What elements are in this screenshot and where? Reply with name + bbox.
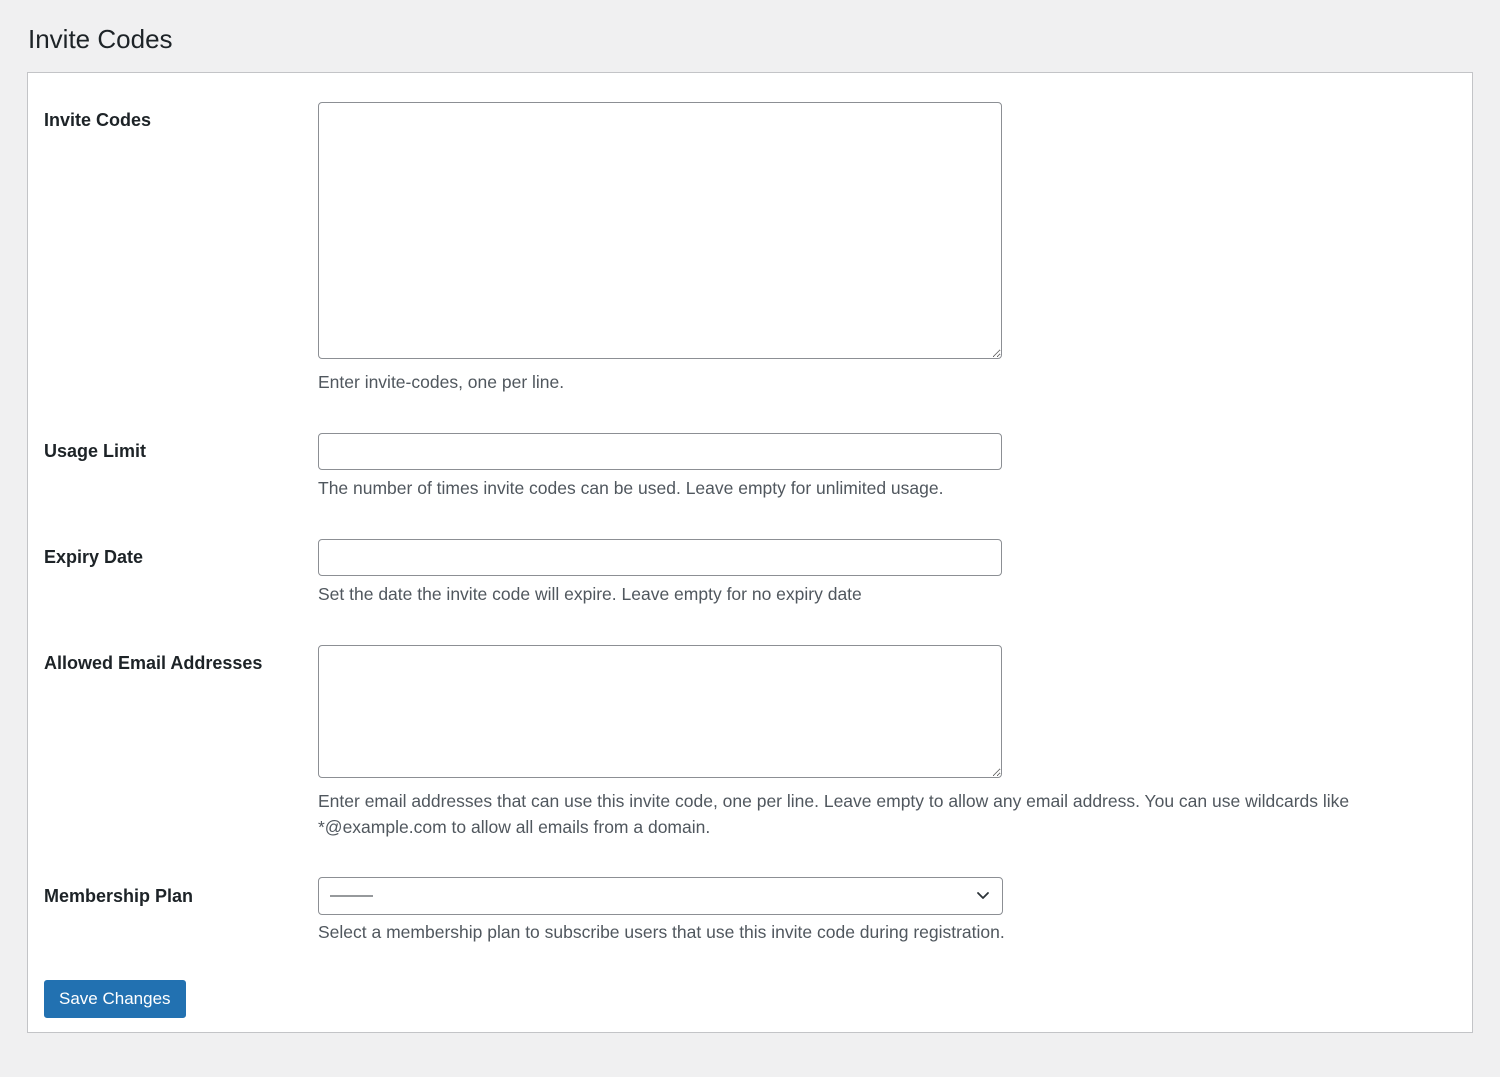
invite-codes-description: Enter invite-codes, one per line. <box>318 372 565 392</box>
expiry-date-input[interactable] <box>318 539 1002 576</box>
membership-plan-description: Select a membership plan to subscribe users that use this invite code during registration. <box>318 922 1005 942</box>
usage-limit-description: The number of times invite codes can be used. Leave empty for unlimited usage. <box>318 478 944 498</box>
usage-limit-label: Usage Limit <box>44 441 147 461</box>
allowed-emails-label: Allowed Email Addresses <box>44 653 263 673</box>
settings-panel <box>27 72 1473 1033</box>
allowed-emails-description: Enter email addresses that can use this invite code, one per line. Leave empty to allow any email address. You can use wildcards like *@example.com to allow all emails from a domain. <box>318 791 1350 837</box>
page-title: Invite Codes <box>28 24 173 54</box>
expiry-date-description: Set the date the invite code will expire. Leave empty for no expiry date <box>318 584 862 604</box>
save-changes-button[interactable]: Save Changes <box>44 980 186 1018</box>
membership-plan-selected-value: ——— <box>330 887 372 904</box>
chevron-down-icon <box>976 888 990 902</box>
invite-codes-textarea[interactable] <box>318 102 1002 359</box>
membership-plan-select[interactable] <box>318 877 1003 915</box>
allowed-emails-textarea[interactable] <box>318 645 1002 778</box>
expiry-date-label: Expiry Date <box>44 547 144 567</box>
usage-limit-input[interactable] <box>318 433 1002 470</box>
invite-codes-label: Invite Codes <box>44 110 152 130</box>
membership-plan-label: Membership Plan <box>44 886 194 906</box>
